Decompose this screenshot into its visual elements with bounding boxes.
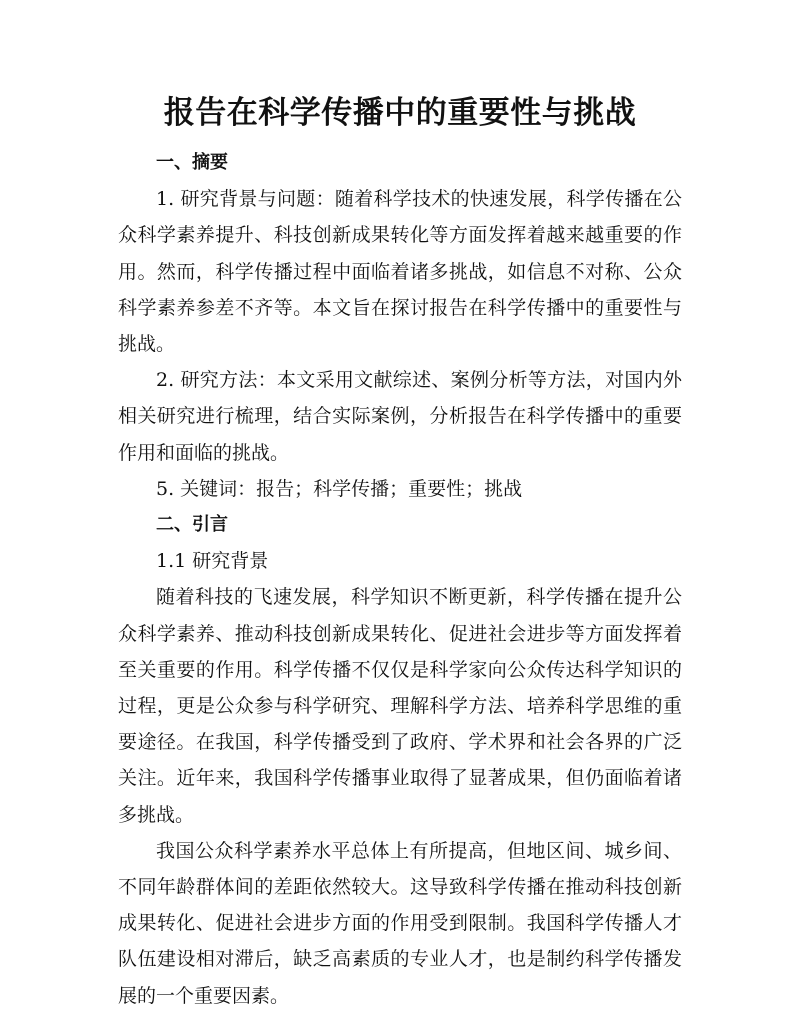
paragraph: 随着科技的飞速发展，科学知识不断更新，科学传播在提升公众科学素养、推动科技创新成果转化、促进社会进步等方面发挥着至关重要的作用。科学传播不仅仅是科学家向公众传达科学知识的过程，更是公众参与科学研究、理解科学方法、培养科学思维的重要途径。在我国，科学传播受到了政府、学术界和社会各界的广泛关注。近年来，我国科学传播事业取得了显著成果，但仍面临着诸多挑战。 bbox=[118, 586, 682, 826]
document-body bbox=[118, 145, 682, 1014]
paragraph: 2. 研究方法：本文采用文献综述、案例分析等方法，对国内外相关研究进行梳理，结合实际案例，分析报告在科学传播中的重要作用和面临的挑战。 bbox=[118, 369, 682, 464]
paragraph: 我国公众科学素养水平总体上有所提高，但地区间、城乡间、不同年龄群体间的差距依然较大。这导致科学传播在推动科技创新成果转化、促进社会进步方面的作用受到限制。我国科学传播人才队伍建设相对滞后，缺乏高素质的专业人才，也是制约科学传播发展的一个重要因素。 bbox=[118, 839, 682, 1007]
section-heading-introduction: 二、引言 bbox=[156, 514, 228, 536]
section-heading-abstract: 一、摘要 bbox=[156, 152, 228, 173]
paragraph-keywords: 5. 关键词：报告；科学传播；重要性；挑战 bbox=[156, 477, 523, 500]
subsection-heading-research-background: 1.1 研究背景 bbox=[156, 550, 269, 573]
document-title: 报告在科学传播中的重要性与挑战 bbox=[163, 95, 637, 131]
paragraph: 1. 研究背景与问题：随着科学技术的快速发展，科学传播在公众科学素养提升、科技创新成果转化等方面发挥着越来越重要的作用。然而，科学传播过程中面临着诸多挑战，如信息不对称、公众科学素养参差不齐等。本文旨在探讨报告在科学传播中的重要性与挑战。 bbox=[118, 188, 682, 356]
